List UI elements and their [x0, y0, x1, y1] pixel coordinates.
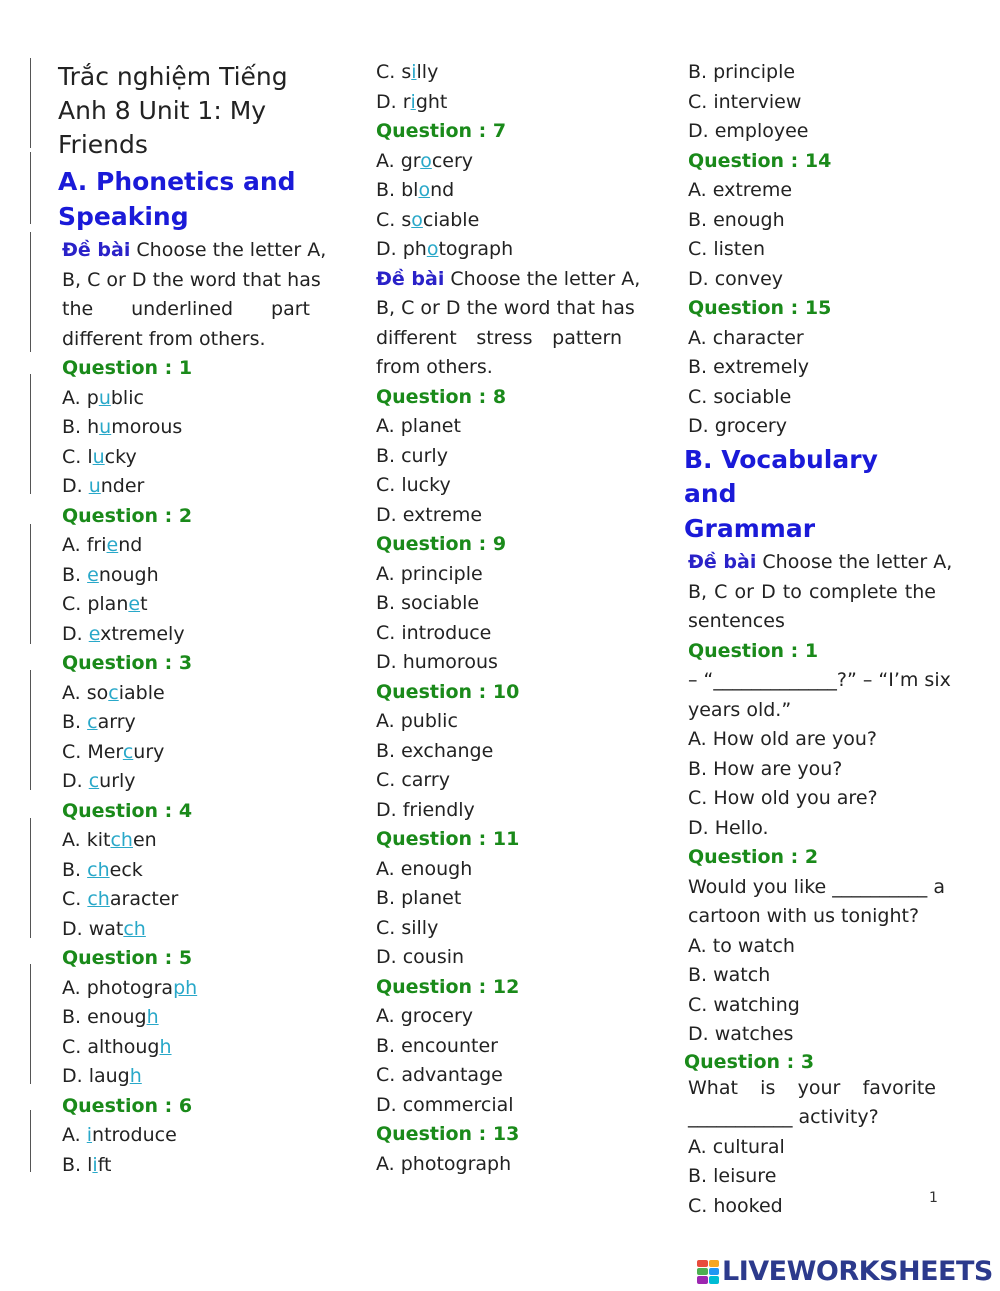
instruction-text: different stress pattern [376, 326, 622, 349]
liveworksheets-logo [697, 1256, 993, 1287]
question-stem: ___________ activity? [688, 1106, 879, 1128]
option-text: xtremely [100, 622, 185, 645]
option [62, 679, 310, 709]
underlined-part: o [411, 208, 423, 231]
underlined-part: u [88, 475, 101, 497]
option [62, 885, 310, 915]
option [376, 176, 622, 206]
option: B. exchange [376, 739, 494, 762]
underlined-part: u [99, 416, 112, 438]
question-stem: – “_____________?” – “I’m six [688, 669, 951, 691]
stress-instruction [376, 265, 641, 383]
underlined-part: i [410, 90, 416, 113]
option: D. extreme [376, 503, 483, 526]
instruction-text: Choose the letter A, [444, 267, 641, 290]
option-text: iable [118, 681, 165, 704]
option-text: D. r [376, 90, 411, 113]
option: C. hooked [688, 1194, 783, 1217]
option-text: A. fri [62, 534, 107, 556]
question-label: Question : 8 [376, 385, 507, 408]
logo-text: LIVEWORKSHEETS [722, 1256, 993, 1287]
section-a-heading [58, 165, 310, 234]
question-label: Question : 3 [62, 652, 193, 674]
option: C. silly [376, 916, 439, 939]
underlined-part: i [92, 1153, 98, 1176]
option: D. watches [688, 1023, 794, 1045]
instruction-text: different from others. [62, 327, 266, 350]
question-label: Question : 1 [688, 639, 819, 662]
option [62, 561, 310, 591]
option [62, 826, 310, 856]
option: A. grocery [376, 1005, 474, 1027]
option-text: cky [104, 445, 137, 468]
margin-bar [30, 374, 31, 494]
instruction-text: Choose the letter A, [130, 239, 327, 261]
option [62, 472, 310, 502]
option: C. carry [376, 769, 450, 791]
option [62, 856, 310, 886]
underlined-part: e [128, 593, 141, 615]
option-text: C. l [62, 445, 93, 468]
option-text: B. [62, 563, 88, 586]
question-label: Question : 6 [62, 1094, 193, 1117]
option: B. sociable [376, 592, 480, 614]
option-text: D. [62, 622, 89, 645]
option-text: D. laug [62, 1065, 130, 1087]
underlined-part: e [87, 563, 99, 586]
option [62, 1033, 310, 1063]
option [62, 413, 310, 443]
option-text: B. [62, 711, 88, 733]
option-text: nough [98, 563, 159, 586]
option-text: aracter [109, 888, 179, 910]
option-text: lly [416, 61, 439, 83]
instruction-text: the underlined part [62, 298, 310, 320]
option: A. character [688, 326, 804, 349]
option-text: A. gr [376, 149, 421, 172]
option-text: nd [118, 534, 143, 556]
option-text: ght [415, 90, 448, 113]
option-text: cery [431, 149, 474, 172]
option: A. How old are you? [688, 728, 877, 750]
underlined-part: i [86, 1124, 93, 1146]
heading-line: A. Phonetics and [58, 167, 296, 196]
option-text: B. [62, 858, 88, 881]
underlined-part: c [108, 681, 119, 704]
option-text: B. l [62, 1153, 93, 1176]
underlined-part: c [122, 740, 134, 763]
option-text: A. photogra [62, 976, 174, 999]
option-text: nd [430, 179, 455, 201]
option: B. enough [688, 208, 785, 231]
option [376, 58, 622, 88]
option-text: C. althoug [62, 1035, 160, 1058]
underlined-part: ch [87, 888, 110, 910]
option: C. lucky [376, 474, 451, 496]
option [62, 590, 310, 620]
option: D. convey [688, 267, 783, 290]
option: C. watching [688, 993, 800, 1016]
margin-bar [30, 232, 31, 352]
underlined-part: o [418, 179, 431, 201]
margin-bar [30, 58, 31, 148]
option [62, 915, 310, 945]
underlined-part: u [92, 445, 105, 468]
title-line: Friends [58, 130, 148, 159]
de-bai-label: Đề bài [376, 267, 445, 290]
question-label: Question : 13 [376, 1123, 520, 1145]
option: A. public [376, 710, 458, 732]
option-text: C. s [376, 208, 412, 231]
underlined-part: e [88, 622, 101, 645]
option-text: B. enoug [62, 1006, 147, 1028]
option [62, 620, 310, 650]
underlined-part: ch [110, 829, 133, 851]
option [62, 974, 310, 1004]
option: B. planet [376, 887, 462, 909]
option-text: C. plan [62, 593, 129, 615]
option [376, 206, 622, 236]
option-text: D. ph [376, 238, 427, 260]
underlined-part: i [411, 61, 417, 83]
underlined-part: c [88, 770, 100, 792]
underlined-part: o [420, 149, 432, 172]
option [62, 1062, 310, 1092]
option: A. cultural [688, 1135, 785, 1158]
option-text: D. [62, 475, 89, 497]
column-2 [376, 58, 641, 1179]
title-line: Trắc nghiệm Tiếng [58, 62, 288, 91]
instruction-text: B, C or D the word that has [376, 297, 635, 319]
option [62, 443, 310, 473]
underlined-part: ch [123, 917, 146, 940]
page-number: 1 [929, 1190, 938, 1206]
underlined-part: h [159, 1035, 172, 1058]
margin-bar [30, 524, 31, 644]
option: A. extreme [688, 179, 793, 201]
option-text: nder [100, 475, 145, 497]
underlined-part: e [106, 534, 119, 556]
question-label: Question : 3 [684, 1050, 815, 1073]
underlined-part: c [87, 711, 98, 733]
option [62, 1151, 310, 1181]
question-stem: cartoon with us tonight? [688, 905, 920, 927]
option: A. photograph [376, 1152, 512, 1175]
question-stem: What is your favorite [688, 1076, 936, 1099]
question-label: Question : 14 [688, 149, 832, 172]
option: B. How are you? [688, 757, 843, 780]
option [62, 531, 310, 561]
option [62, 1003, 310, 1033]
question-label: Question : 11 [376, 828, 520, 850]
option-text: A. so [62, 681, 109, 704]
section-b-heading [684, 443, 936, 547]
page-title [58, 60, 310, 162]
option-text: blic [110, 386, 144, 409]
option-text: B. bl [376, 179, 419, 201]
option [62, 767, 310, 797]
question-label: Question : 7 [376, 120, 507, 142]
underlined-part: h [129, 1065, 142, 1087]
option-text: morous [111, 416, 183, 438]
option [62, 738, 310, 768]
instruction-text: sentences [688, 610, 785, 632]
underlined-part: ph [173, 976, 198, 999]
option-text: urly [99, 770, 136, 792]
option: C. sociable [688, 385, 792, 408]
option: C. How old you are? [688, 787, 878, 809]
margin-bar [30, 1110, 31, 1172]
option-text: B. h [62, 416, 100, 438]
option [62, 708, 310, 738]
question-label: Question : 2 [62, 504, 193, 527]
option-text: A. kit [62, 829, 111, 851]
de-bai-label: Đề bài [688, 551, 757, 573]
option: C. introduce [376, 621, 492, 644]
option: A. planet [376, 415, 461, 437]
margin-bar [30, 818, 31, 938]
option-text: tograph [438, 238, 514, 260]
de-bai-label: Đề bài [62, 239, 131, 261]
question-label: Question : 12 [376, 975, 520, 998]
option: D. cousin [376, 946, 465, 968]
option-text: A. [62, 1124, 87, 1146]
underlined-part: h [146, 1006, 159, 1028]
option: B. curly [376, 444, 448, 467]
option: B. principle [688, 61, 796, 83]
margin-bar [30, 152, 31, 224]
heading-line: Speaking [58, 201, 189, 231]
option: B. extremely [688, 356, 809, 378]
margin-bar [30, 964, 31, 1084]
option: D. employee [688, 120, 809, 142]
title-line: Anh 8 Unit 1: My [58, 96, 267, 125]
option-text: t [140, 593, 148, 615]
option-text: en [132, 829, 157, 851]
phonetics-questions-continued [376, 58, 622, 265]
underlined-part: u [98, 386, 111, 409]
option: D. grocery [688, 415, 787, 437]
option: D. Hello. [688, 816, 769, 839]
underlined-part: ch [87, 858, 110, 881]
column-1 [58, 58, 327, 1180]
option: D. commercial [376, 1093, 514, 1116]
phonetics-questions [58, 354, 310, 1180]
option-text: C. [62, 888, 88, 910]
option-text: arry [97, 711, 136, 733]
question-stem: years old.” [688, 698, 792, 721]
option: B. encounter [376, 1034, 498, 1057]
logo-mark-icon [697, 1260, 719, 1284]
option: C. listen [688, 238, 765, 260]
option [376, 235, 622, 265]
option-text: D. wat [62, 917, 124, 940]
instruction-text: Choose the letter A, [756, 551, 953, 573]
margin-bar [30, 670, 31, 790]
question-label: Question : 9 [376, 533, 507, 555]
question-stem: Would you like __________ a [688, 875, 945, 898]
question-label: Question : 4 [62, 799, 193, 822]
option-text: ntroduce [92, 1124, 177, 1146]
section-b-instruction [688, 548, 953, 637]
option-text: D. [62, 770, 89, 792]
question-label: Question : 2 [688, 846, 819, 868]
instruction-text: B, C or D the word that has [62, 268, 321, 291]
option-text: A. p [62, 386, 99, 409]
option-text: ciable [422, 208, 480, 231]
option-text: C. Mer [62, 740, 123, 763]
stress-questions [376, 383, 622, 1180]
section-a-instruction [62, 236, 327, 354]
option: B. leisure [688, 1165, 777, 1187]
stress-questions-continued [688, 58, 936, 442]
option [62, 384, 310, 414]
option [376, 88, 622, 118]
column-3 [684, 58, 953, 1221]
question-label: Question : 15 [688, 297, 832, 319]
option-text: eck [109, 858, 143, 881]
instruction-text: from others. [376, 356, 493, 378]
option-text: C. s [376, 61, 412, 83]
question-label: Question : 10 [376, 680, 520, 703]
option: C. advantage [376, 1064, 503, 1086]
option: B. watch [688, 964, 771, 986]
heading-line: Grammar [684, 513, 816, 543]
option [62, 1121, 310, 1151]
option: A. enough [376, 857, 473, 880]
heading-line: B. Vocabulary and [684, 444, 878, 508]
instruction-text: B, C or D to complete the [688, 580, 936, 603]
option: D. humorous [376, 651, 498, 673]
underlined-part: o [426, 238, 439, 260]
option: D. friendly [376, 798, 475, 821]
question-label: Question : 1 [62, 357, 193, 379]
option: C. interview [688, 90, 802, 113]
option: A. principle [376, 562, 483, 585]
option-text: ury [133, 740, 165, 763]
vocabulary-questions [684, 637, 951, 1222]
option [376, 147, 622, 177]
question-label: Question : 5 [62, 947, 193, 969]
option-text: ft [97, 1153, 112, 1176]
option: A. to watch [688, 934, 795, 957]
